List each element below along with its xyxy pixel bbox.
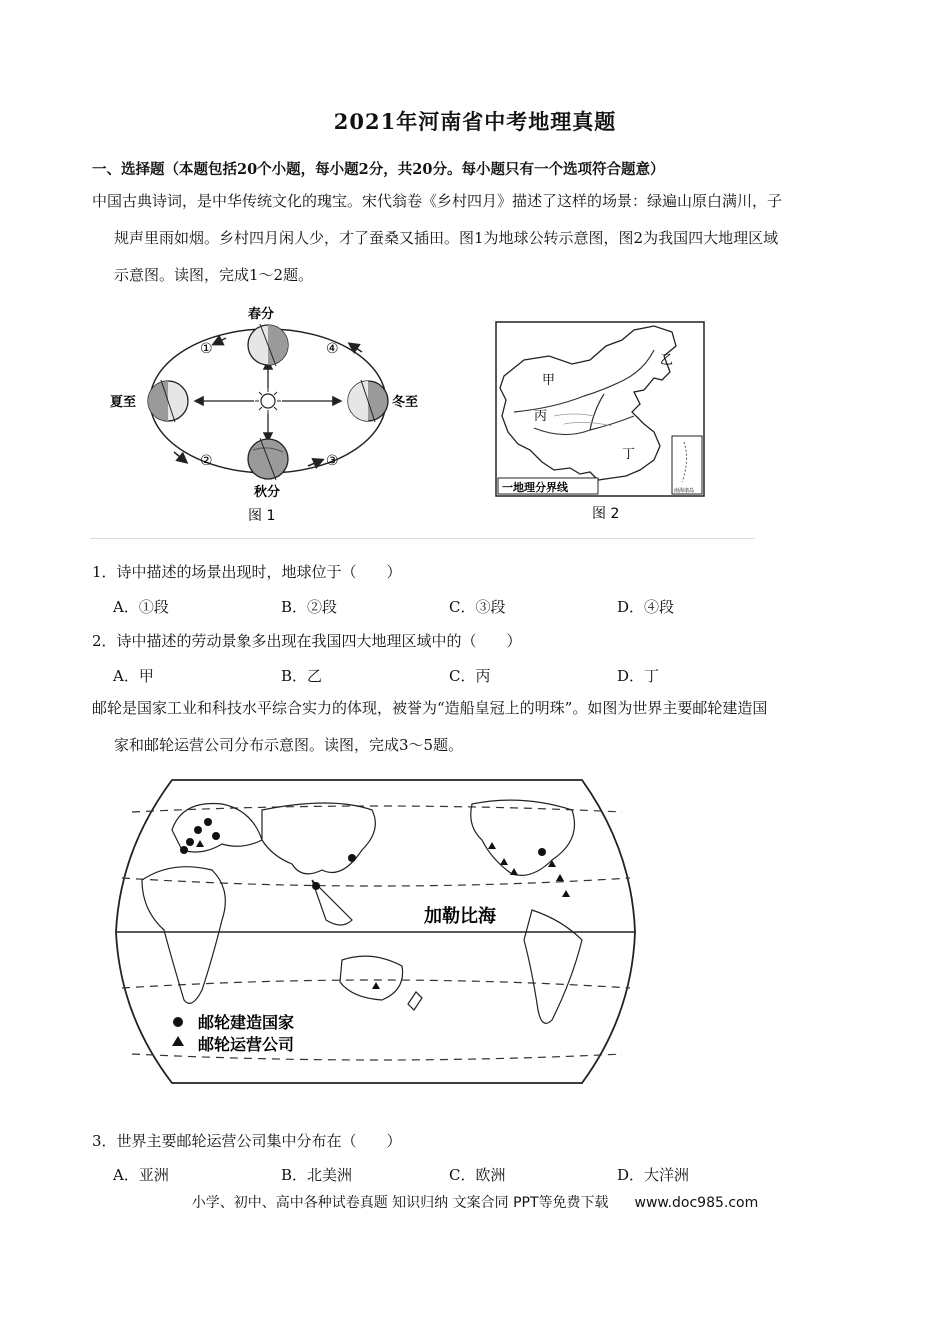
earth-spring bbox=[248, 324, 288, 366]
legend-boundary: 一地理分界线 bbox=[502, 481, 568, 494]
figure-2-caption: 图 2 bbox=[592, 506, 620, 522]
section-heading: 一、选择题（本题包括20个小题，每小题2分，共20分。每小题只有一个选项符合题意） bbox=[92, 161, 665, 178]
q2-option-a: A．甲 bbox=[113, 667, 154, 685]
region-jia: 甲 bbox=[542, 373, 556, 388]
label-winter: 冬至 bbox=[392, 395, 419, 410]
page-footer bbox=[0, 1192, 950, 1212]
divider bbox=[90, 538, 755, 539]
orbit-arrow-2 bbox=[174, 452, 186, 462]
q1-option-c: C．③段 bbox=[449, 598, 506, 616]
intro2-line2: 家和邮轮运营公司分布示意图。读图，完成3～5题。 bbox=[114, 736, 464, 754]
question-2-options bbox=[113, 665, 813, 686]
world-map-cruise bbox=[112, 770, 642, 1090]
region-yi: 乙 bbox=[660, 353, 674, 368]
page-title: 2021年河南省中考地理真题 bbox=[333, 109, 617, 134]
figure-1-caption: 图 1 bbox=[248, 508, 276, 524]
label-seg1: ① bbox=[200, 341, 213, 357]
earth-autumn bbox=[248, 438, 288, 480]
label-summer: 夏至 bbox=[110, 395, 137, 410]
q3-option-d: D．大洋洲 bbox=[617, 1166, 690, 1184]
legend-operate-label: 邮轮运营公司 bbox=[198, 1035, 295, 1054]
intro1-line3: 示意图。读图，完成1～2题。 bbox=[114, 266, 314, 284]
label-seg3: ③ bbox=[326, 453, 339, 469]
earth-winter bbox=[348, 380, 388, 422]
label-autumn: 秋分 bbox=[254, 485, 281, 500]
orbit-arrow-1 bbox=[214, 338, 226, 344]
question-1-options bbox=[113, 596, 813, 617]
q3-option-c: C．欧洲 bbox=[449, 1166, 506, 1184]
intro1-line1: 中国古典诗词，是中华传统文化的瑰宝。宋代翁卷《乡村四月》描述了这样的场景：绿遍山原白满川，子 bbox=[92, 192, 783, 210]
q1-option-a: A．①段 bbox=[113, 598, 169, 616]
earth-summer bbox=[148, 380, 188, 422]
sun-icon bbox=[261, 394, 275, 408]
inset-label: 南海诸岛 bbox=[674, 488, 695, 494]
orbit-arrow-3 bbox=[308, 460, 322, 466]
label-seg4: ④ bbox=[326, 341, 339, 357]
label-caribbean: 加勒比海 bbox=[424, 906, 496, 927]
intro2-line1: 邮轮是国家工业和科技水平综合实力的体现，被誉为“造船皇冠上的明珠”。如图为世界主要邮轮建造国 bbox=[92, 699, 768, 717]
intro-paragraph-2 bbox=[92, 690, 872, 764]
legend-build-label: 邮轮建造国家 bbox=[198, 1013, 295, 1032]
question-2: 2．诗中描述的劳动景象多出现在我国四大地理区域中的（ ） bbox=[92, 632, 522, 650]
label-spring: 春分 bbox=[248, 307, 275, 322]
q1-option-d: D．④段 bbox=[617, 598, 675, 616]
footer-text: 小学、初中、高中各种试卷真题 知识归纳 文案合同 PPT等免费下载 bbox=[191, 1195, 609, 1211]
q2-option-b: B．乙 bbox=[281, 667, 323, 685]
q3-option-b: B．北美洲 bbox=[281, 1166, 353, 1184]
label-seg2: ② bbox=[200, 453, 213, 469]
q3-option-a: A．亚洲 bbox=[113, 1166, 169, 1184]
q2-option-d: D．丁 bbox=[617, 667, 660, 685]
region-ding: 丁 bbox=[622, 447, 636, 462]
figure-1-earth-revolution bbox=[108, 300, 438, 528]
q2-option-c: C．丙 bbox=[449, 667, 491, 685]
question-3-options bbox=[113, 1164, 813, 1185]
legend-build-icon bbox=[173, 1017, 183, 1027]
inset-box bbox=[672, 436, 702, 494]
intro1-line2: 规声里雨如烟。乡村四月闲人少，才了蚕桑又插田。图1为地球公转示意图，图2为我国四大地理区域 bbox=[114, 229, 779, 247]
region-bing: 丙 bbox=[534, 409, 548, 424]
q1-option-b: B．②段 bbox=[281, 598, 338, 616]
intro-paragraph-1 bbox=[92, 183, 872, 294]
question-3: 3．世界主要邮轮运营公司集中分布在（ ） bbox=[92, 1132, 402, 1150]
question-1: 1．诗中描述的场景出现时，地球位于（ ） bbox=[92, 563, 402, 581]
footer-site-link[interactable]: www.doc985.com bbox=[634, 1195, 759, 1211]
figure-2-china-regions bbox=[494, 320, 724, 525]
